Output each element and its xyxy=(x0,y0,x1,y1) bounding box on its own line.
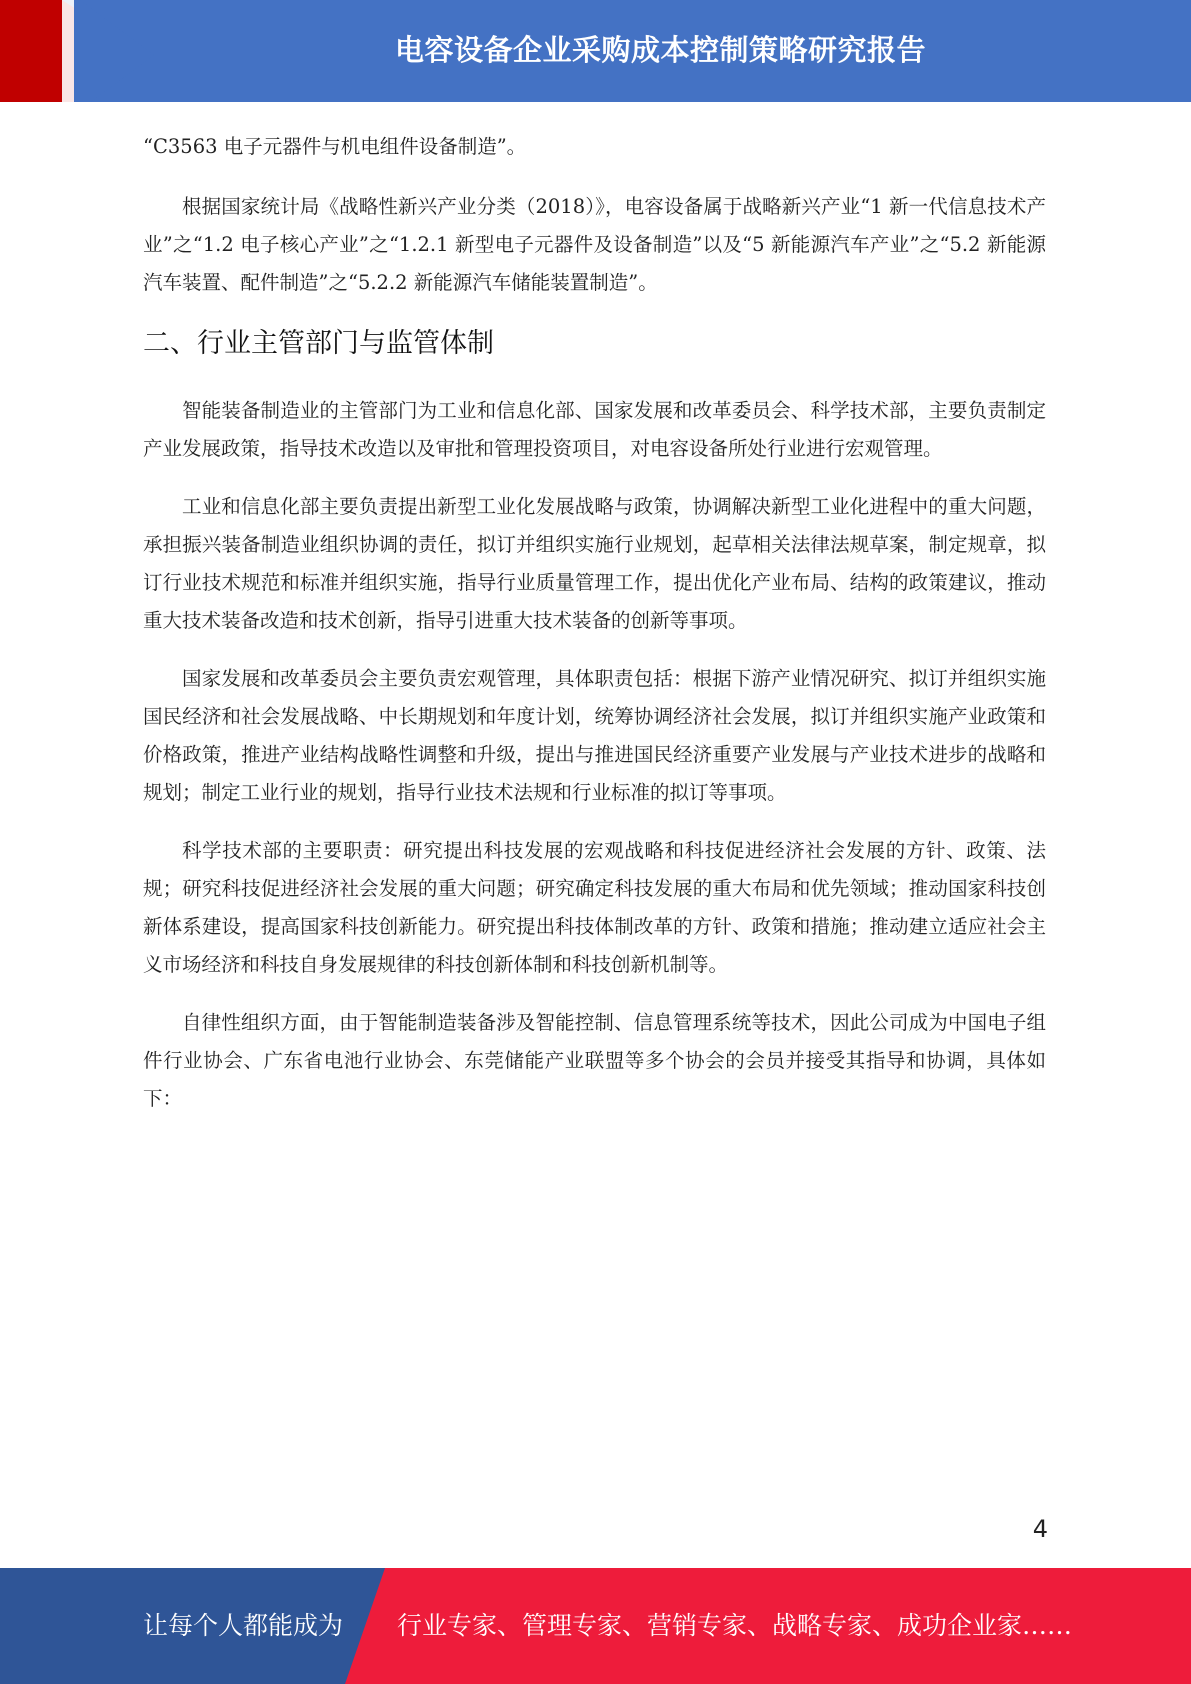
paragraph: 工业和信息化部主要负责提出新型工业化发展战略与政策，协调解决新型工业化进程中的重大问题，承担振兴装备制造业组织协调的责任，拟订并组织实施行业规划，起草相关法律法规草案，制定规章，拟订行业技术规范和标准并组织实施，指导行业质量管理工作，提出优化产业布局、结构的政策建议，推动重大技术装备改造和技术创新，指导引进重大技术装备的创新等事项。 xyxy=(143,495,1046,632)
paragraph: 自律性组织方面，由于智能制造装备涉及智能控制、信息管理系统等技术，因此公司成为中国电子组件行业协会、广东省电池行业协会、东莞储能产业联盟等多个协会的会员并接受其指导和协调，具体如下： xyxy=(143,1011,1046,1110)
paragraph: 根据国家统计局《战略性新兴产业分类（2018）》，电容设备属于战略新兴产业“1 新一代信息技术产业”之“1.2 电子核心产业”之“1.2.1 新型电子元器件及设备制造”以及“5 新能源汽车产业”之“5.2 新能源汽车装置、配件制造”之“5.2.2 新能源汽车储能装置制造”。 xyxy=(143,195,1046,294)
paragraph: 智能装备制造业的主管部门为工业和信息化部、国家发展和改革委员会、科学技术部，主要负责制定产业发展政策，指导技术改造以及审批和管理投资项目，对电容设备所处行业进行宏观管理。 xyxy=(143,399,1046,460)
paragraph: 国家发展和改革委员会主要负责宏观管理，具体职责包括：根据下游产业情况研究、拟订并组织实施国民经济和社会发展战略、中长期规划和年度计划，统筹协调经济社会发展，拟订并组织实施产业政策和价格政策，推进产业结构战略性调整和升级，提出与推进国民经济重要产业发展与产业技术进步的战略和规划；制定工业行业的规划，指导行业技术法规和行业标准的拟订等事项。 xyxy=(143,667,1046,804)
header-banner xyxy=(0,0,1191,110)
paragraph: 科学技术部的主要职责：研究提出科技发展的宏观战略和科技促进经济社会发展的方针、政策、法规；研究科技促进经济社会发展的重大问题；研究确定科技发展的重大布局和优先领域；推动国家科技创新体系建设，提高国家科技创新能力。研究提出科技体制改革的方针、政策和措施；推动建立适应社会主义市场经济和科技自身发展规律的科技创新体制和科技创新机制等。 xyxy=(143,839,1046,976)
document-title: 电容设备企业采购成本控制策略研究报告 xyxy=(394,33,926,67)
footer-slogan-right: 行业专家、管理专家、营销专家、战略专家、成功企业家…… xyxy=(397,1611,1073,1640)
page-content xyxy=(143,128,1046,1138)
section-heading: 二、行业主管部门与监管体制 xyxy=(143,328,494,359)
footer-slogan-left: 让每个人都能成为 xyxy=(143,1611,344,1640)
footer-banner xyxy=(0,1568,1191,1684)
paragraph: “C3563 电子元器件与机电组件设备制造”。 xyxy=(143,135,527,158)
page-number: 4 xyxy=(1032,1515,1048,1543)
